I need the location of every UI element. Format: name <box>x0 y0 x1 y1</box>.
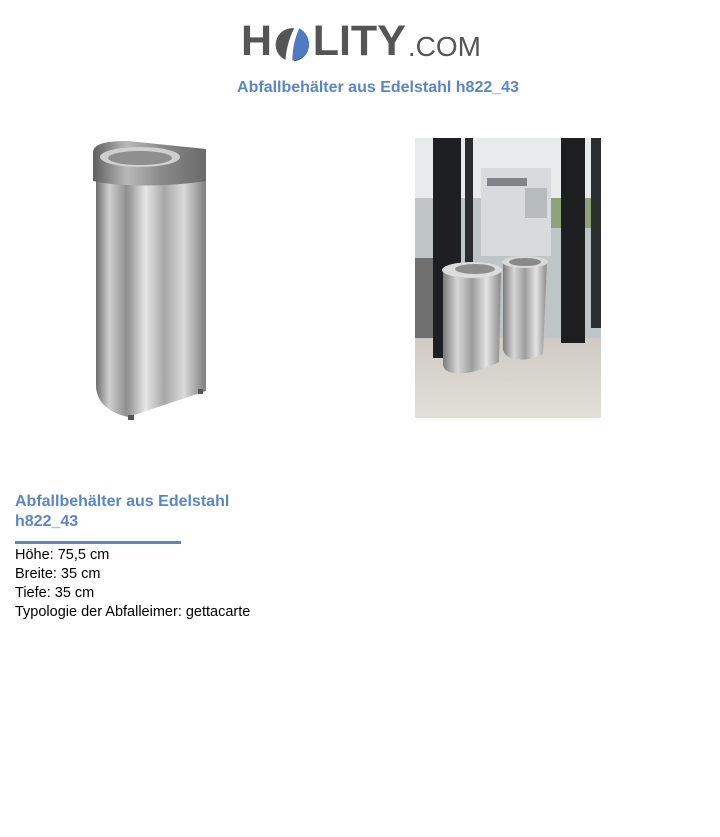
page-title: Abfallbehälter aus Edelstahl h822_43 <box>237 79 519 96</box>
spec-typology: Typologie der Abfalleimer: gettacarte <box>15 604 251 620</box>
product-heading <box>15 492 275 532</box>
holity-logo[interactable] <box>241 12 481 70</box>
spec-width: Breite: 35 cm <box>15 566 101 582</box>
logo-letter-h: H <box>241 16 273 65</box>
product-heading-name: Abfallbehälter aus Edelstahl <box>15 493 230 510</box>
product-photo-lobby <box>415 138 601 418</box>
logo-letters-lity: LITY <box>312 16 406 65</box>
heading-divider <box>15 541 181 544</box>
o-swoosh-icon <box>273 19 312 67</box>
logo-domain: .COM <box>407 31 481 62</box>
product-heading-code: h822_43 <box>15 513 79 530</box>
product-photo-single-bin <box>88 137 212 423</box>
spec-depth: Tiefe: 35 cm <box>15 585 95 601</box>
spec-height: Höhe: 75,5 cm <box>15 547 110 563</box>
product-specs <box>15 546 250 622</box>
